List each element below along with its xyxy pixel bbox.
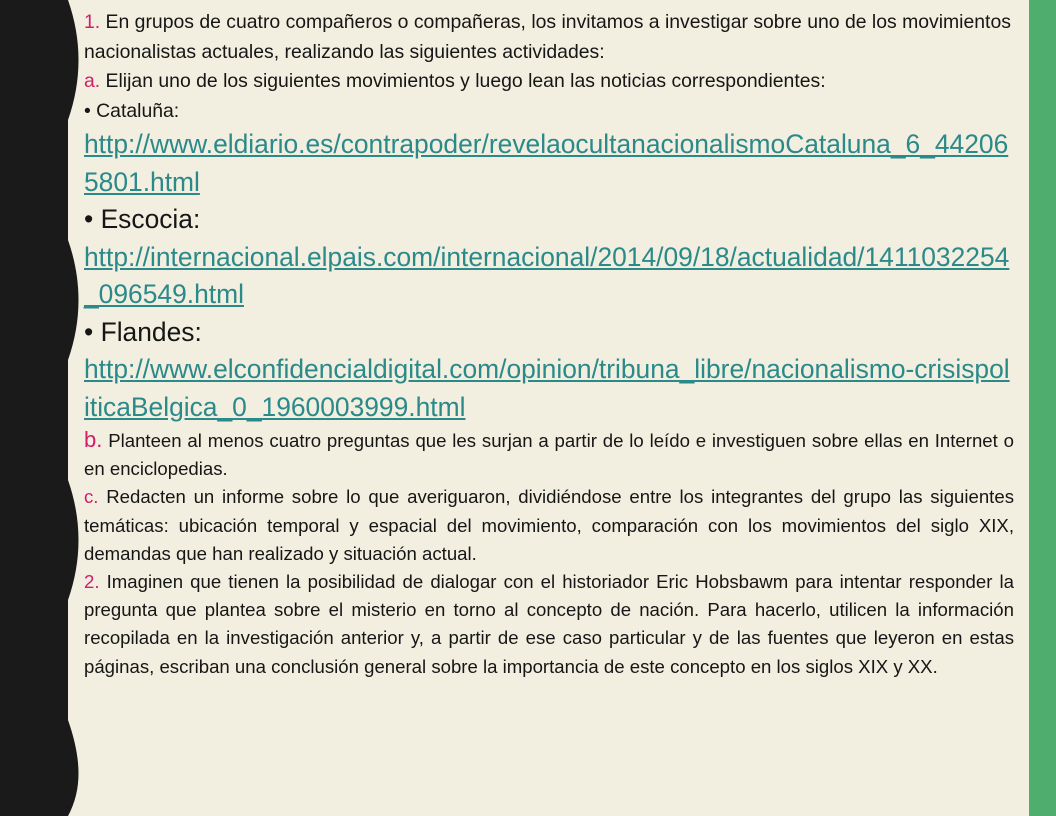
activity-2-text: Imaginen que tienen la posibilidad de dialogar con el historiador Eric Hobsbawm para intentar responder la pregunta que plantea sobre el misterio en torno al concepto de nación. Para hacerlo, utilicen la información recopilada en la investigación anterior y, a partir de ese caso particular y de las fuentes que leyeron en estas páginas, escriban una conclusión general sobre la importancia de este concepto en los siglos XIX y XX. — [84, 571, 1014, 677]
activity-a-letter: a. — [84, 70, 101, 92]
activity-a-text: Elijan uno de los siguientes movimientos y luego lean las noticias correspondientes: — [100, 70, 826, 92]
activity-c-text: Redacten un informe sobre lo que averiguaron, dividiéndose entre los integrantes del grupo las siguientes temáticas: ubicación temporal y espacial del movimiento, comparación con los movimientos del siglo XIX, demandas que han realizado y situación actual. — [84, 486, 1014, 564]
bullet-escocia-label: • Escocia: — [84, 204, 201, 234]
activity-b-text: Planteen al menos cuatro preguntas que les surjan a partir de lo leído e investiguen sobre ellas en Internet o en enciclopedias. — [84, 430, 1014, 480]
activity-1-text: En grupos de cuatro compañeros o compañeras, los invitamos a investigar sobre uno de los movimientos nacionalistas actuales, realizando las siguientes actividades: — [84, 11, 1011, 63]
activity-2-number: 2. — [84, 571, 100, 593]
bullet-flandes-label: • Flandes: — [84, 316, 202, 347]
link-escocia[interactable]: http://internacional.elpais.com/internacional/2014/09/18/actualidad/1411032254_096549.html — [84, 241, 1010, 309]
slide-content — [84, 8, 1014, 681]
link-flandes[interactable]: http://www.elconfidencialdigital.com/opinion/tribuna_libre/nacionalismo-crisispoliticaBelgica_0_1960003999.html — [84, 354, 1010, 422]
link-cataluna[interactable]: http://www.eldiario.es/contrapoder/revelaocultanacionalismoCataluna_6_442065801.html — [84, 129, 1009, 197]
activity-a — [84, 67, 1014, 97]
activity-b-letter: b. — [84, 427, 103, 452]
right-decorative-band — [1029, 0, 1056, 816]
activity-1-number: 1. — [84, 11, 101, 33]
activity-b — [84, 426, 1014, 483]
activity-2 — [84, 568, 1014, 681]
activity-1 — [84, 8, 1014, 67]
bullet-cataluna-label: • Cataluña: — [84, 99, 180, 122]
activity-c-letter: c. — [84, 486, 99, 508]
activity-c — [84, 483, 1014, 568]
